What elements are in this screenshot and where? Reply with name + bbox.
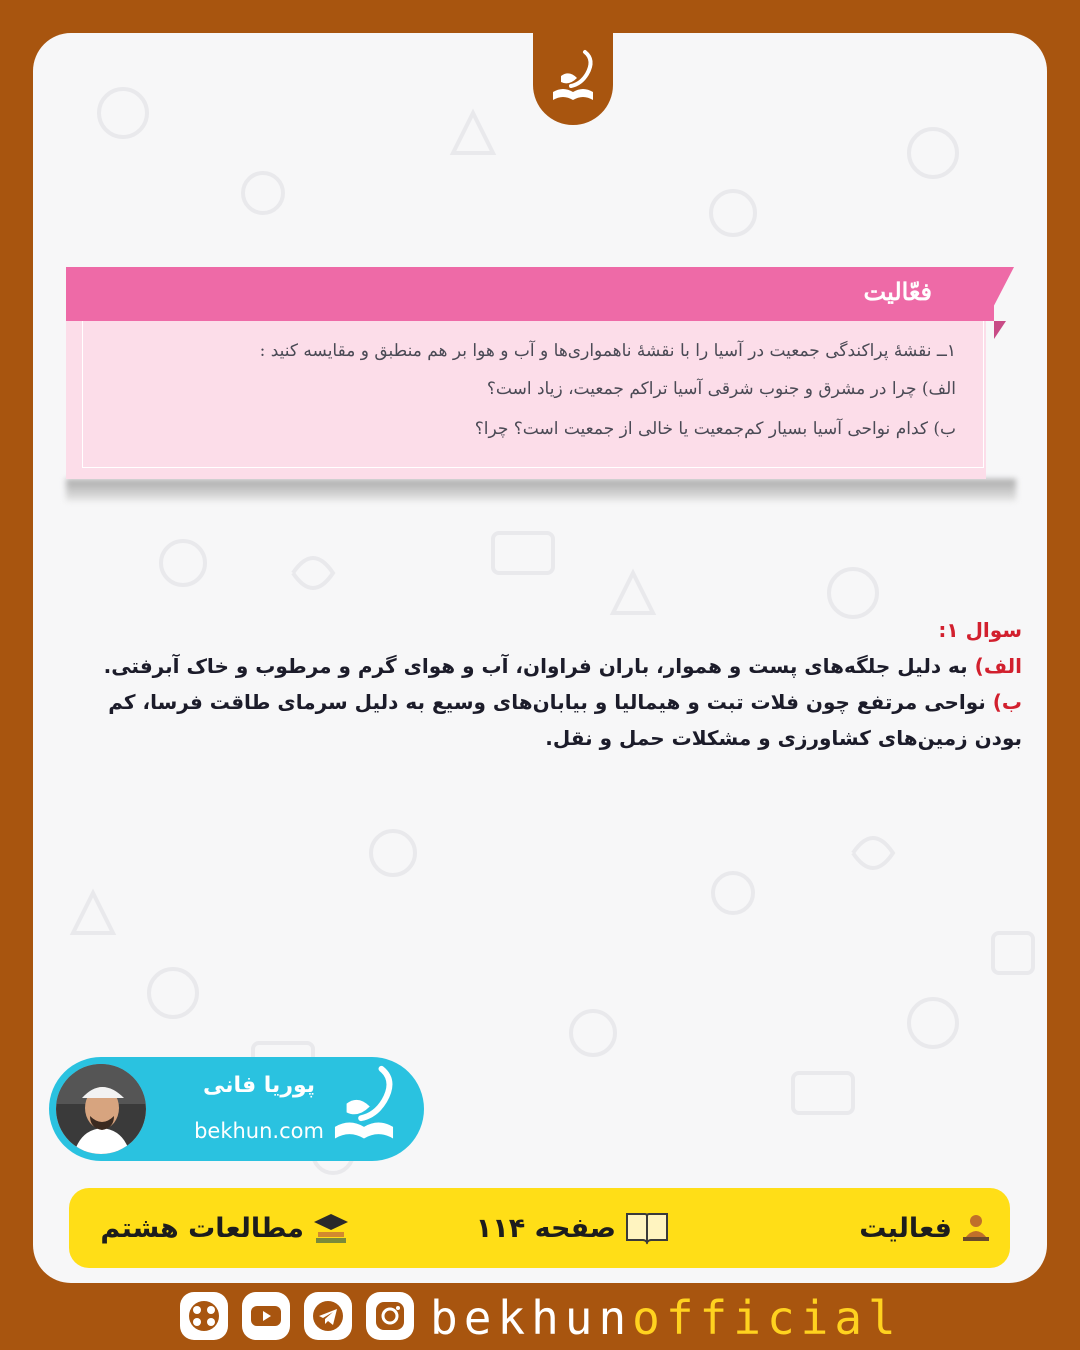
brand-logo-top [533, 33, 613, 125]
handle-part-2: official [632, 1291, 902, 1345]
bekhun-logo-icon [319, 1063, 409, 1153]
textbook-excerpt [58, 265, 1018, 505]
question-label: سوال ۱: [938, 618, 1022, 642]
textbook-line-2: الف) چرا در مشرق و جنوب شرقی آسیا تراکم جمعیت، زیاد است؟ [486, 379, 956, 399]
person-icon [56, 1064, 146, 1154]
subject-text: مطالعات هشتم [100, 1212, 304, 1244]
telegram-link[interactable] [304, 1292, 352, 1340]
aparat-link[interactable] [180, 1292, 228, 1340]
textbook-fold-shade [994, 321, 1006, 339]
bekhun-logo-icon [547, 48, 599, 110]
section-text: فعالیت [859, 1212, 952, 1244]
page-text: صفحه ۱۱۴ [475, 1212, 616, 1244]
subject-label [100, 1188, 350, 1268]
answer-a-label: الف) [974, 654, 1022, 678]
textbook-shadow [66, 479, 1016, 501]
textbook-title: فعّالیت [863, 277, 932, 306]
social-handle [430, 1288, 902, 1348]
aparat-icon [186, 1298, 222, 1334]
author-site-link[interactable]: bekhun.com [194, 1119, 324, 1143]
author-name: پوریا فانی [202, 1073, 316, 1098]
open-book-icon [624, 1210, 670, 1246]
telegram-icon [310, 1298, 346, 1334]
instagram-icon [372, 1298, 408, 1334]
textbook-line-3: ب) کدام نواحی آسیا بسیار کم‌جمعیت یا خالی از جمعیت است؟ چرا؟ [474, 419, 956, 439]
youtube-link[interactable] [242, 1292, 290, 1340]
teacher-icon [960, 1212, 992, 1244]
answer-b-text: نواحی مرتفع چون فلات تبت و هیمالیا و بیابان‌های وسیع به دلیل سرمای طاقت فرسا، کم بودن زمین‌های کشاورزی و مشکلات حمل و نقل. [108, 690, 1022, 750]
answer-b-label: ب) [992, 690, 1022, 714]
answer-a-text: به دلیل جلگه‌های پست و هموار، باران فراوان، آب و هوای گرم و مرطوب و خاک آبرفتی. [103, 654, 968, 678]
youtube-icon [248, 1298, 284, 1334]
textbook-header [66, 267, 994, 321]
social-strip [180, 1288, 900, 1348]
textbook-line-1: ۱ــ نقشهٔ پراکندگی جمعیت در آسیا را با نقشهٔ ناهمواری‌ها و آب و هوا بر هم منطبق و مقایسه کنید : [259, 341, 956, 361]
instagram-link[interactable] [366, 1292, 414, 1340]
page-label [476, 1188, 670, 1268]
graduation-cap-icon [312, 1210, 350, 1246]
info-bar [69, 1188, 1010, 1268]
textbook-header-fold [986, 267, 1014, 321]
section-label [859, 1188, 992, 1268]
textbook-body [66, 321, 986, 479]
answer-block [57, 612, 1022, 756]
author-badge [49, 1057, 424, 1161]
avatar [56, 1064, 146, 1154]
handle-part-1: bekhun [430, 1291, 633, 1345]
